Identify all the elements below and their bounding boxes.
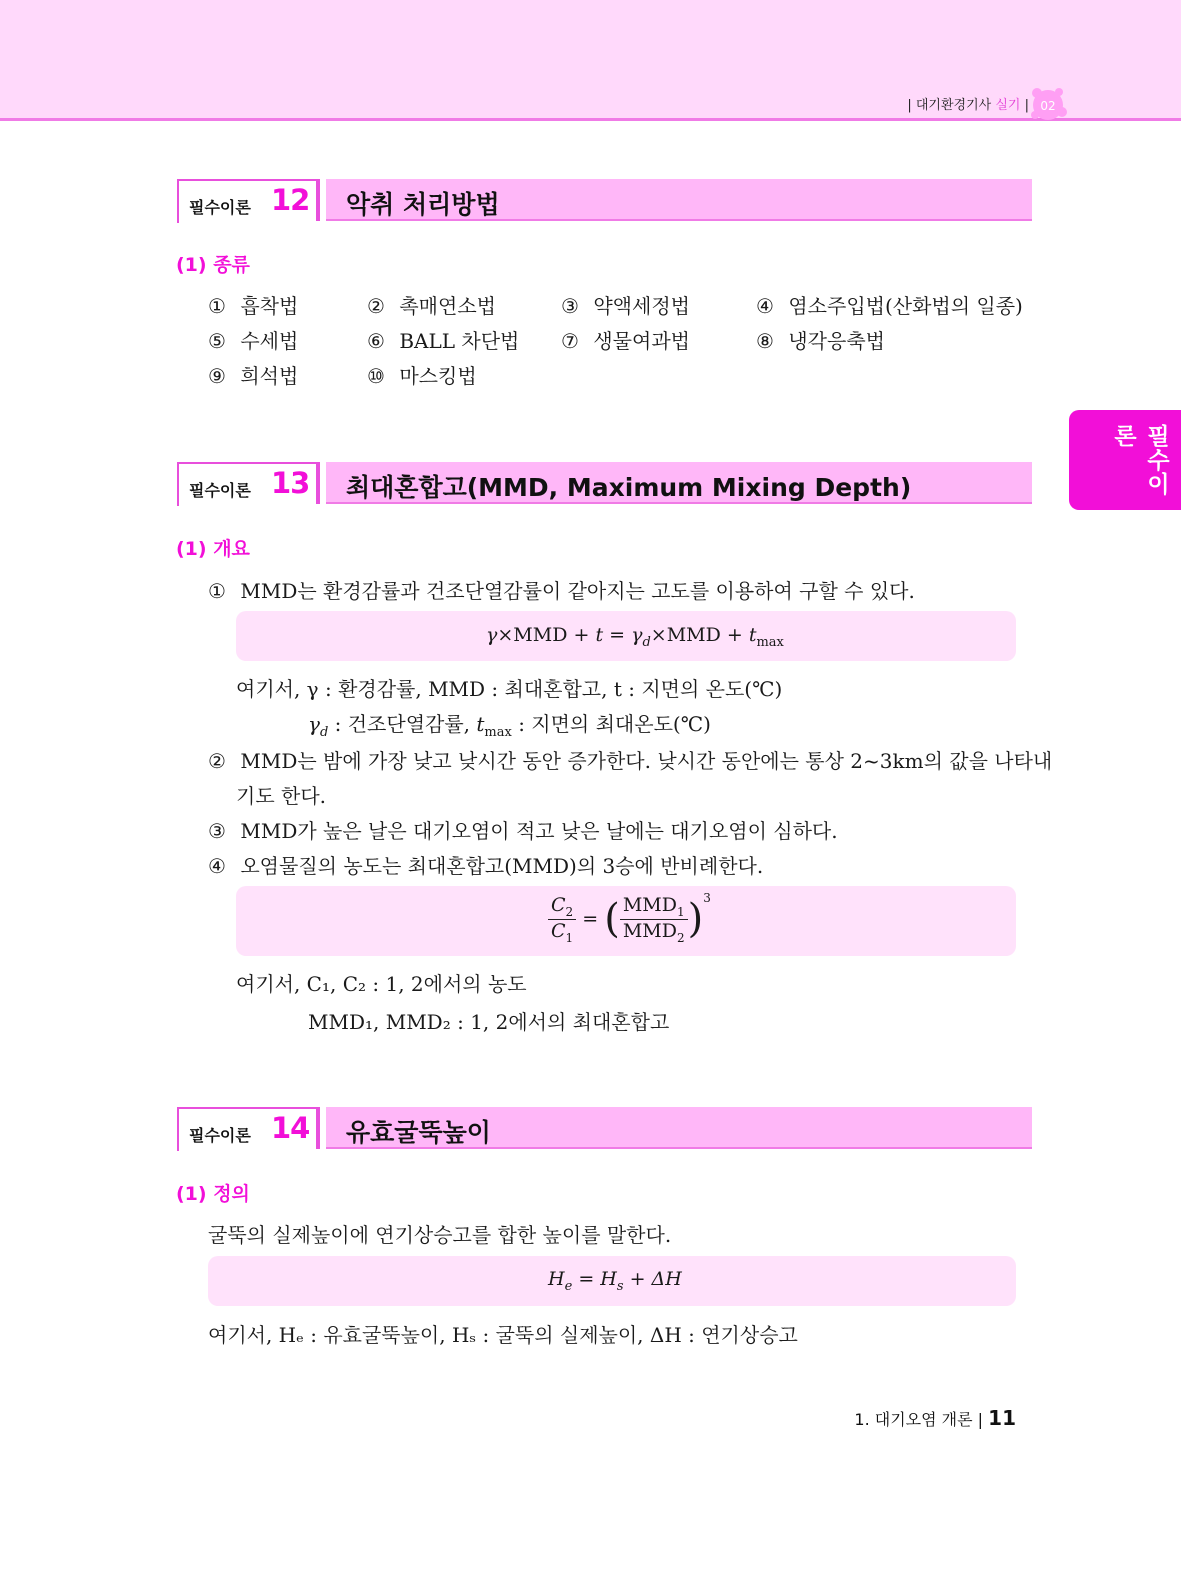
where-line-1: 여기서, γ : 환경감률, MMD : 최대혼합고, t : 지면의 온도(℃) — [236, 677, 783, 701]
subheading-definition: (1) 정의 — [176, 1183, 250, 1205]
paragraph-definition: 굴뚝의 실제높이에 연기상승고를 합한 높이를 말한다. — [208, 1223, 672, 1247]
section-label: 필수이론 — [189, 198, 251, 217]
list-item: ⑤ 수세법 — [208, 329, 299, 353]
paragraph-2: ② MMD는 밤에 가장 낮고 낮시간 동안 증가한다. 낮시간 동안에는 통상 2~3km의 값을 나타내 — [208, 749, 1053, 773]
section-title: 악취 처리방법 — [346, 190, 500, 219]
side-tab[interactable] — [1069, 410, 1181, 510]
section-label: 필수이론 — [189, 1126, 251, 1145]
section-14-heading — [177, 1107, 1032, 1151]
footer-separator: | — [977, 1410, 984, 1429]
list-item: ① 흡착법 — [208, 294, 299, 318]
running-head-accent: 실기 — [995, 98, 1021, 113]
formula-ratio: $\frac{C_2}{C_1}$ = ( $\frac{MMD_1}{MMD_2}$ )$^3$ — [548, 891, 711, 944]
list-item: ③ 약액세정법 — [561, 294, 690, 318]
where-line-2: $\gamma_d$ : 건조단열감률, $t_{max}$ : 지면의 최대온도(℃) — [308, 712, 711, 740]
section-number: 14 — [271, 1111, 310, 1145]
paragraph-1: ① MMD는 환경감률과 건조단열감률이 같아지는 고도를 이용하여 구할 수 있다. — [208, 579, 915, 603]
list-item: ⑥ BALL 차단법 — [367, 329, 520, 353]
where-line-3: 여기서, C₁, C₂ : 1, 2에서의 농도 — [236, 972, 527, 996]
running-head-book: | 대기환경기사 — [907, 98, 992, 113]
side-tab-label: 필수이론 — [1110, 424, 1169, 496]
list-item: ⑧ 냉각응축법 — [756, 329, 885, 353]
section-13-heading — [177, 462, 1032, 506]
where-line-4: MMD₁, MMD₂ : 1, 2에서의 최대혼합고 — [308, 1010, 670, 1034]
subheading-types: (1) 종류 — [176, 254, 250, 276]
section-divider — [316, 462, 320, 504]
section-label-box — [177, 1107, 318, 1151]
section-title: 유효굴뚝높이 — [346, 1118, 491, 1147]
page-footer — [854, 1406, 1016, 1430]
list-item: ⑩ 마스킹법 — [367, 364, 477, 388]
chapter-badge-number: 02 — [1040, 99, 1056, 113]
page-number: 11 — [988, 1406, 1016, 1430]
formula-height: $H_e = H_s + \Delta H$ — [548, 1268, 682, 1294]
section-divider — [316, 1107, 320, 1149]
section-title: 최대혼합고(MMD, Maximum Mixing Depth) — [346, 473, 912, 502]
list-item: ⑦ 생물여과법 — [561, 329, 690, 353]
section-label-box — [177, 179, 318, 223]
footer-chapter: 1. 대기오염 개론 — [854, 1410, 973, 1429]
list-item: ② 촉매연소법 — [367, 294, 496, 318]
running-head-suffix: | — [1024, 98, 1029, 113]
list-item: ⑨ 희석법 — [208, 364, 299, 388]
formula-mmd: $\gamma\times MMD + t = \gamma_d\times MMD + t_{max}$ — [486, 624, 784, 650]
section-number: 13 — [271, 466, 310, 500]
section-number: 12 — [271, 183, 310, 217]
chapter-badge-icon — [1028, 84, 1068, 124]
paragraph-2-cont: 기도 한다. — [236, 784, 326, 808]
paragraph-4: ④ 오염물질의 농도는 최대혼합고(MMD)의 3승에 반비례한다. — [208, 854, 764, 878]
paragraph-3: ③ MMD가 높은 날은 대기오염이 적고 낮은 날에는 대기오염이 심하다. — [208, 819, 838, 843]
running-head — [907, 94, 1029, 113]
section-label-box — [177, 462, 318, 506]
section-label: 필수이론 — [189, 481, 251, 500]
section-divider — [316, 179, 320, 221]
list-item: ④ 염소주입법(산화법의 일종) — [756, 294, 1023, 318]
section-12-heading — [177, 179, 1032, 223]
subheading-overview: (1) 개요 — [176, 538, 250, 560]
where-line-5: 여기서, Hₑ : 유효굴뚝높이, Hₛ : 굴뚝의 실제높이, ΔH : 연기상승고 — [208, 1323, 798, 1347]
